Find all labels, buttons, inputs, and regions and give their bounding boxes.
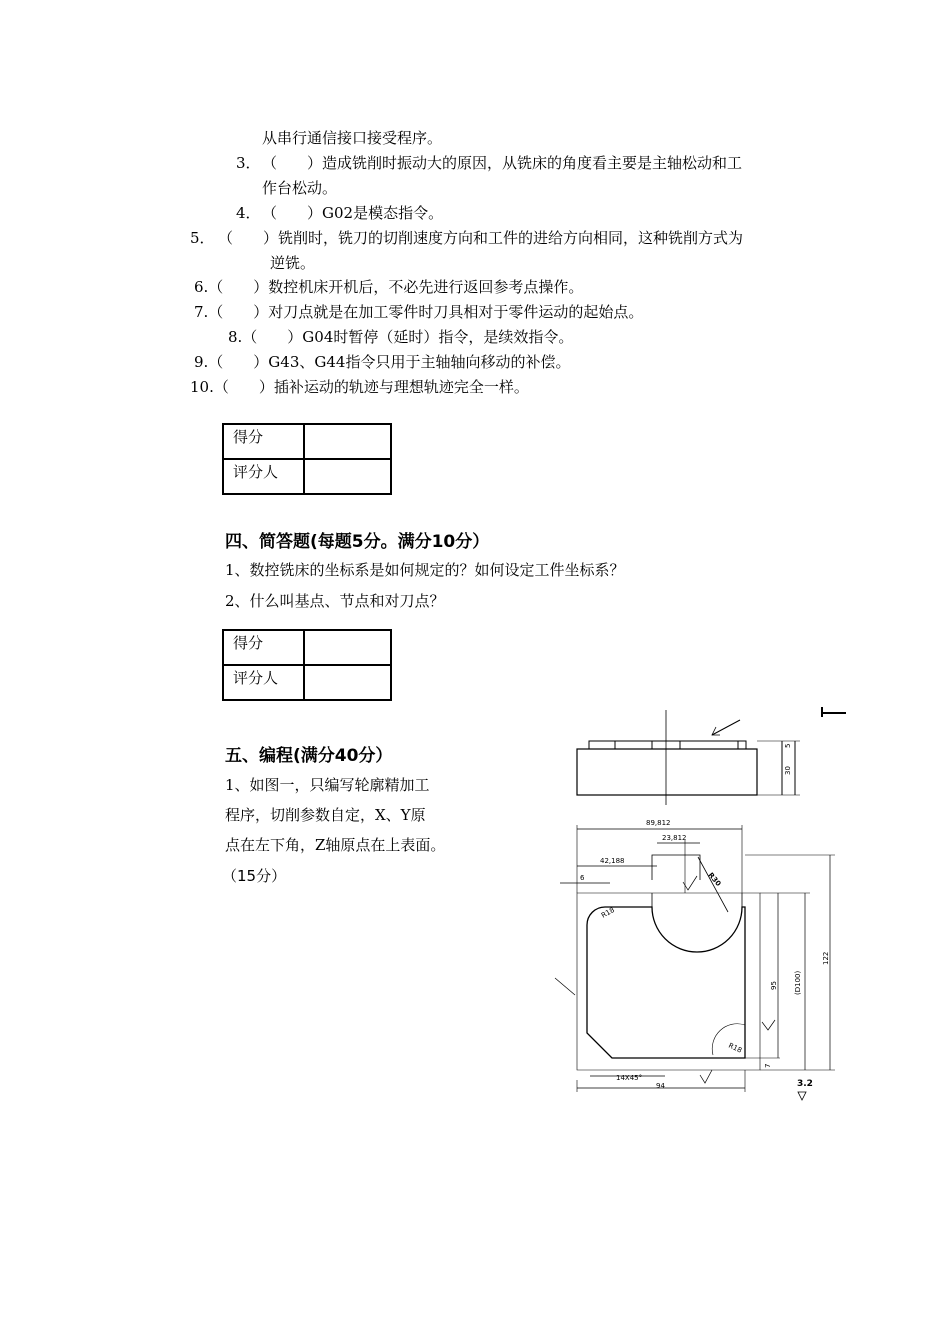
question-4-number: 4． [236, 204, 261, 222]
section-5-line-2: 程序，切削参数自定，X、Y原 [225, 806, 426, 824]
question-10: 10.（ ）插补运动的轨迹与理想轨迹完全一样。 [190, 378, 529, 396]
grader-cell[interactable] [304, 665, 391, 700]
dim-5: 5 [784, 743, 792, 748]
section-5-heading: 五、编程(满分40分） [225, 746, 393, 766]
section-4-heading: 四、简答题(每题5分。满分10分） [225, 532, 490, 552]
question-9: 9.（ ）G43、G44指令只用于主轴轴向移动的补偿。 [194, 353, 571, 371]
score-table-3 [222, 423, 392, 495]
dim-42: 42,188 [600, 857, 625, 865]
dim-r18-top: R18 [600, 905, 616, 920]
dim-30: 30 [784, 766, 792, 775]
dim-r18-bottom: R18 [727, 1041, 744, 1055]
section-5-line-3: 点在左下角，Z轴原点在上表面。 [225, 836, 446, 854]
question-3: （ ）造成铣削时振动大的原因，从铣床的角度看主要是主轴松动和工 [262, 154, 743, 172]
grader-cell[interactable] [304, 459, 391, 494]
dim-7: 7 [764, 1063, 772, 1068]
question-3-continuation: 作台松动。 [262, 179, 338, 197]
score-cell[interactable] [304, 630, 391, 665]
question-5-continuation: 逆铣。 [270, 254, 316, 272]
question-6: 6.（ ）数控机床开机后，不必先进行返回参考点操作。 [194, 278, 584, 296]
score-table-4 [222, 629, 392, 701]
dim-6: 6 [580, 874, 585, 882]
dim-94: 94 [656, 1082, 665, 1090]
question-7: 7.（ ）对刀点就是在加工零件时刀具相对于零件运动的起始点。 [194, 303, 644, 321]
question-2-continuation: 从串行通信接口接受程序。 [262, 129, 443, 147]
plan-view [555, 825, 835, 1100]
dim-100: (D100) [794, 970, 802, 995]
dim-r30: R30 [706, 871, 723, 888]
question-5: （ ）铣削时，铣刀的切削速度方向和工件的进给方向相同，这种铣削方式为 [218, 229, 744, 247]
dim-23: 23,812 [662, 834, 687, 842]
roughness-symbol: 3.2 [797, 1079, 813, 1089]
score-label: 得分 [223, 424, 304, 459]
section-5-line-1: 1、如图一，只编写轮廓精加工 [225, 776, 430, 794]
part-drawing [540, 700, 860, 1110]
section-5-line-4: （15分） [222, 867, 287, 885]
grader-label: 评分人 [223, 459, 304, 494]
side-view [577, 710, 800, 805]
section-4-question-1: 1、数控铣床的坐标系是如何规定的？如何设定工件坐标系？ [225, 561, 625, 579]
question-4: （ ）G02是模态指令。 [262, 204, 444, 222]
score-label: 得分 [223, 630, 304, 665]
question-3-number: 3． [236, 154, 261, 172]
score-cell[interactable] [304, 424, 391, 459]
question-8: 8.（ ）G04时暂停（延时）指令，是续效指令。 [228, 328, 574, 346]
grader-label: 评分人 [223, 665, 304, 700]
dim-89: 89,812 [646, 819, 671, 827]
dim-chamfer: 14X45° [616, 1074, 643, 1082]
section-4-question-2: 2、什么叫基点、节点和对刀点？ [225, 592, 445, 610]
dim-122: 122 [822, 951, 830, 965]
question-5-number: 5． [190, 229, 215, 247]
dim-95: 95 [770, 981, 778, 990]
